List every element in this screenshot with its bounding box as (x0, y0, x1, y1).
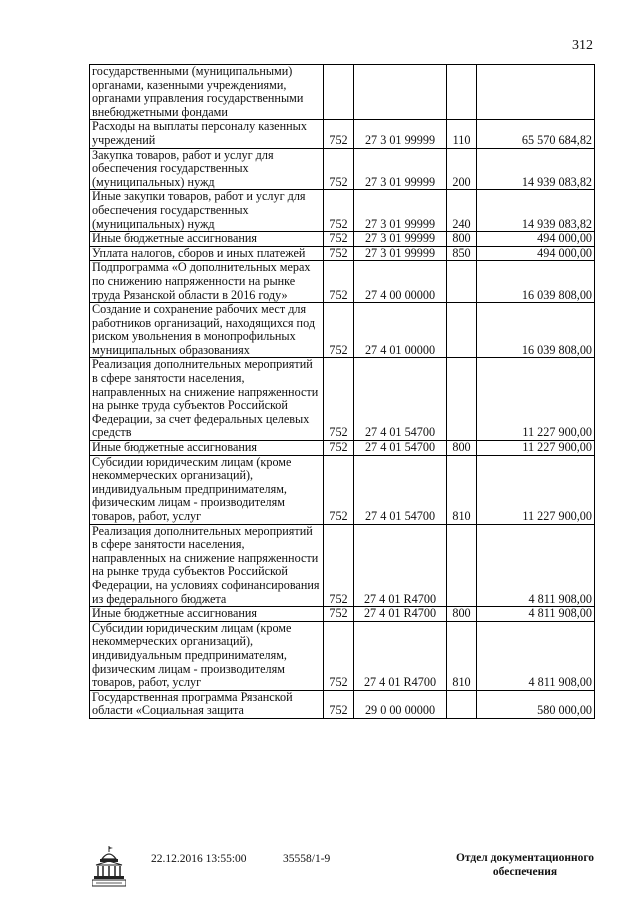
row-name-cell: Закупка товаров, работ и услуг для обеспечения государственных (муниципальных) нужд (90, 148, 324, 190)
table-row (90, 621, 595, 690)
row-type-cell (447, 65, 477, 120)
row-type-cell: 240 (447, 190, 477, 232)
row-code-cell: 752 (324, 690, 354, 718)
table-row (90, 246, 595, 261)
row-name-cell: Субсидии юридическим лицам (кроме некоммерческих организаций), индивидуальным предпринимателям, физическим лицам - производителям товаров, работ, услуг (90, 455, 324, 524)
row-type-cell: 800 (447, 607, 477, 622)
row-sum-cell: 16 039 808,00 (477, 261, 595, 303)
row-target-cell: 27 4 01 00000 (354, 303, 447, 358)
row-sum-cell: 4 811 908,00 (477, 621, 595, 690)
row-type-cell (447, 303, 477, 358)
row-sum-cell: 65 570 684,82 (477, 120, 595, 148)
row-name-cell: Создание и сохранение рабочих мест для работников организаций, находящихся под риском увольнения в монопрофильных муниципальных образованиях (90, 303, 324, 358)
table-row (90, 120, 595, 148)
row-name-cell: Подпрограмма «О дополнительных мерах по снижению напряженности на рынке труда Рязанской области в 2016 году» (90, 261, 324, 303)
budget-table-body (90, 65, 595, 719)
table-row (90, 607, 595, 622)
row-type-cell: 800 (447, 232, 477, 247)
row-sum-cell: 4 811 908,00 (477, 524, 595, 607)
row-sum-cell (477, 65, 595, 120)
row-sum-cell: 494 000,00 (477, 246, 595, 261)
row-target-cell: 27 4 00 00000 (354, 261, 447, 303)
row-sum-cell: 11 227 900,00 (477, 441, 595, 456)
footer-department-line2: обеспечения (492, 866, 558, 878)
table-row (90, 441, 595, 456)
row-type-cell (447, 358, 477, 441)
row-target-cell: 29 0 00 00000 (354, 690, 447, 718)
row-type-cell: 810 (447, 455, 477, 524)
table-row (90, 358, 595, 441)
row-sum-cell: 14 939 083,82 (477, 148, 595, 190)
row-target-cell: 27 3 01 99999 (354, 232, 447, 247)
row-name-cell: Уплата налогов, сборов и иных платежей (90, 246, 324, 261)
footer-department (449, 851, 601, 879)
row-sum-cell: 4 811 908,00 (477, 607, 595, 622)
row-code-cell: 752 (324, 303, 354, 358)
row-type-cell: 800 (447, 441, 477, 456)
row-name-cell: Реализация дополнительных мероприятий в сфере занятости населения, направленных на снижение напряженности на рынке труда субъектов Российской Федерации, на условиях софинансирования из федерального бюджета (90, 524, 324, 607)
footer-document-number: 35558/1-9 (283, 853, 331, 865)
row-code-cell: 752 (324, 232, 354, 247)
row-sum-cell: 11 227 900,00 (477, 455, 595, 524)
row-code-cell (324, 65, 354, 120)
row-code-cell: 752 (324, 261, 354, 303)
row-name-cell: Иные бюджетные ассигнования (90, 607, 324, 622)
row-target-cell: 27 4 01 54700 (354, 441, 447, 456)
footer-datetime: 22.12.2016 13:55:00 (151, 853, 247, 865)
row-sum-cell: 11 227 900,00 (477, 358, 595, 441)
row-code-cell: 752 (324, 190, 354, 232)
table-row (90, 190, 595, 232)
row-type-cell (447, 524, 477, 607)
row-code-cell: 752 (324, 148, 354, 190)
row-type-cell: 200 (447, 148, 477, 190)
row-name-cell: Иные бюджетные ассигнования (90, 232, 324, 247)
row-sum-cell: 16 039 808,00 (477, 303, 595, 358)
row-name-cell: Государственная программа Рязанской области «Социальная защита (90, 690, 324, 718)
row-code-cell: 752 (324, 441, 354, 456)
row-name-cell: Реализация дополнительных мероприятий в сфере занятости населения, направленных на снижение напряженности на рынке труда субъектов Российской Федерации, за счет федеральных целевых средств (90, 358, 324, 441)
row-target-cell: 27 3 01 99999 (354, 148, 447, 190)
row-target-cell: 27 3 01 99999 (354, 246, 447, 261)
row-target-cell: 27 4 01 R4700 (354, 621, 447, 690)
table-row (90, 65, 595, 120)
row-target-cell: 27 4 01 R4700 (354, 524, 447, 607)
row-sum-cell: 14 939 083,82 (477, 190, 595, 232)
table-row (90, 455, 595, 524)
page-number: 312 (572, 38, 593, 53)
row-name-cell: Иные бюджетные ассигнования (90, 441, 324, 456)
row-type-cell: 810 (447, 621, 477, 690)
row-code-cell: 752 (324, 524, 354, 607)
table-row (90, 148, 595, 190)
footer-department-line1: Отдел документационного (455, 852, 595, 864)
duma-building-emblem-icon (92, 845, 126, 887)
row-type-cell: 110 (447, 120, 477, 148)
row-target-cell: 27 3 01 99999 (354, 120, 447, 148)
row-name-cell: Расходы на выплаты персоналу казенных учреждений (90, 120, 324, 148)
table-row (90, 261, 595, 303)
row-name-cell: Субсидии юридическим лицам (кроме некоммерческих организаций), индивидуальным предпринимателям, физическим лицам - производителям товаров, работ, услуг (90, 621, 324, 690)
row-target-cell (354, 65, 447, 120)
row-sum-cell: 494 000,00 (477, 232, 595, 247)
row-target-cell: 27 4 01 54700 (354, 358, 447, 441)
row-target-cell: 27 4 01 54700 (354, 455, 447, 524)
row-code-cell: 752 (324, 607, 354, 622)
row-code-cell: 752 (324, 455, 354, 524)
row-type-cell: 850 (447, 246, 477, 261)
row-code-cell: 752 (324, 621, 354, 690)
row-type-cell (447, 690, 477, 718)
table-row (90, 232, 595, 247)
row-name-cell: государственными (муниципальными) органами, казенными учреждениями, органами управления государственными внебюджетными фондами (90, 65, 324, 120)
table-row (90, 524, 595, 607)
row-code-cell: 752 (324, 120, 354, 148)
row-target-cell: 27 3 01 99999 (354, 190, 447, 232)
table-row (90, 690, 595, 718)
row-type-cell (447, 261, 477, 303)
row-code-cell: 752 (324, 246, 354, 261)
row-sum-cell: 580 000,00 (477, 690, 595, 718)
row-code-cell: 752 (324, 358, 354, 441)
budget-table (89, 64, 595, 719)
row-name-cell: Иные закупки товаров, работ и услуг для обеспечения государственных (муниципальных) нужд (90, 190, 324, 232)
row-target-cell: 27 4 01 R4700 (354, 607, 447, 622)
table-row (90, 303, 595, 358)
